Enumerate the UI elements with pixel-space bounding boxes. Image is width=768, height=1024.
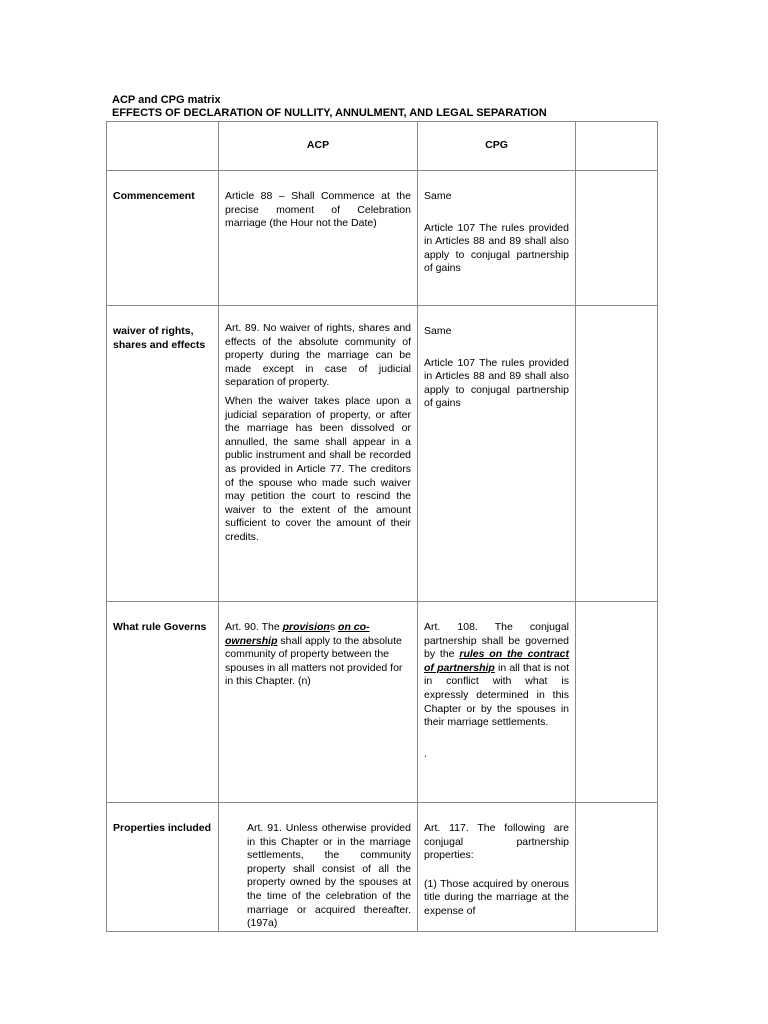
header-cell-cpg (418, 122, 576, 171)
cpg-cell (418, 803, 576, 932)
acp-text-p1: Art. 89. No waiver of rights, shares and effects of the absolute community of property during the marriage can be made except in case of judicial separation of property. (225, 322, 411, 389)
acp-cell (219, 306, 418, 602)
row-label: Commencement (113, 190, 195, 202)
cpg-dot: . (424, 747, 427, 760)
extra-cell (576, 803, 658, 932)
cpg-cell (418, 306, 576, 602)
row-label-cell (107, 171, 219, 306)
header-cell-acp (219, 122, 418, 171)
document-heading (112, 94, 547, 120)
comparison-table (106, 121, 658, 932)
cpg-text: Art. 108. The conjugal partnership shall be governed by the rules on the contract of partnership in all that is not in conflict with what is expressly determined in this Chapter or by the spouses in their marriage settlements. (424, 621, 569, 729)
extra-cell (576, 602, 658, 803)
acp-cell (219, 171, 418, 306)
document-subtitle: EFFECTS OF DECLARATION OF NULLITY, ANNULMENT, AND LEGAL SEPARATION (112, 107, 547, 119)
cpg-cell (418, 602, 576, 803)
acp-text: Art. 90. The provisions on co-ownership shall apply to the absolute community of property between the spouses in all matters not provided for in this Chapter. (n) (225, 621, 403, 688)
row-label-cell (107, 602, 219, 803)
document-title: ACP and CPG matrix (112, 94, 221, 106)
extra-cell (576, 306, 658, 602)
cpg-text-article: Article 107 The rules provided in Articles 88 and 89 shall also apply to conjugal partnership of gains (424, 356, 569, 410)
acp-text-p2: When the waiver takes place upon a judicial separation of property, or after the marriage has been dissolved or annulled, the same shall appear in a public instrument and shall be recorded as provided in Article 77. The creditors of the spouse who made such waiver may petition the court to rescind the waiver to the extent of the amount sufficient to cover the amount of their credits. (225, 394, 411, 543)
cpg-cell (418, 171, 576, 306)
table-row (107, 171, 658, 306)
table-header-row (107, 122, 658, 171)
header-cpg: CPG (485, 139, 508, 151)
row-label: waiver of rights, shares and effects (113, 325, 206, 351)
cpg-text-p1: Art. 117. The following are conjugal partnership properties: (424, 822, 569, 862)
row-label: What rule Governs (113, 621, 207, 633)
cpg-text-same: Same (424, 325, 452, 337)
cpg-text-same: Same (424, 190, 452, 202)
header-cell-empty (107, 122, 219, 171)
row-label-cell (107, 306, 219, 602)
table-row (107, 602, 658, 803)
acp-text: Article 88 – Shall Commence at the precise moment of Celebration marriage (the Hour not the Date) (225, 190, 411, 230)
header-cell-extra (576, 122, 658, 171)
row-label-cell (107, 803, 219, 932)
header-acp: ACP (306, 139, 330, 151)
cpg-text-p2: (1) Those acquired by onerous title during the marriage at the expense of (424, 877, 569, 917)
table-row (107, 306, 658, 602)
cpg-text-article: Article 107 The rules provided in Articles 88 and 89 shall also apply to conjugal partnership of gains (424, 221, 569, 275)
acp-cell (219, 602, 418, 803)
table-row (107, 803, 658, 932)
acp-text: Art. 91. Unless otherwise provided in this Chapter or in the marriage settlements, the community property shall consist of all the property owned by the spouses at the time of the celebration of the marriage or acquired thereafter. (197a) (247, 822, 411, 930)
extra-cell (576, 171, 658, 306)
row-label: Properties included (113, 822, 212, 834)
acp-cell (219, 803, 418, 932)
